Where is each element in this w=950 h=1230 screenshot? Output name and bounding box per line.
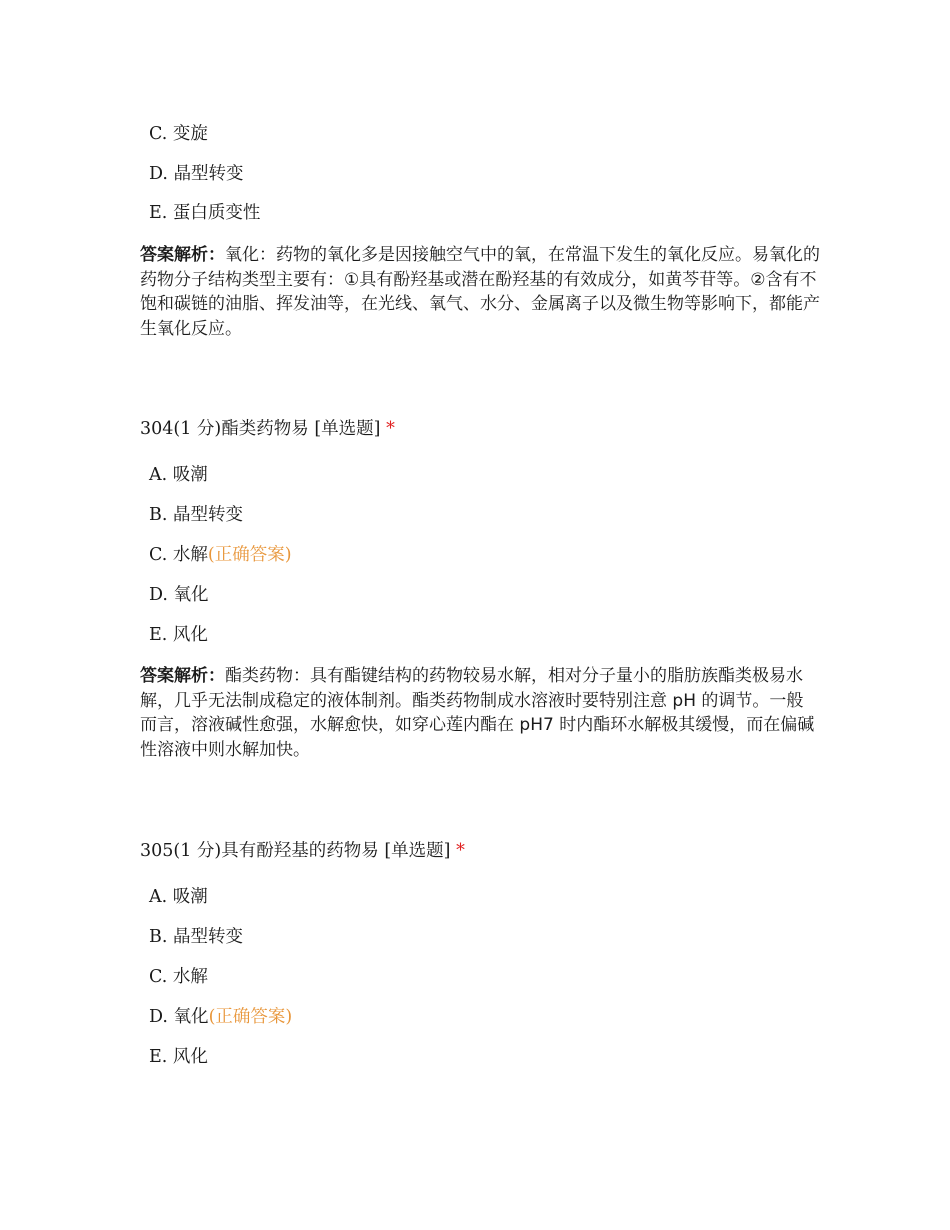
correct-answer-tag: (正确答案) xyxy=(207,545,292,565)
option-text: 变旋 xyxy=(172,124,208,144)
option-text: 蛋白质变性 xyxy=(172,203,261,223)
option-letter: B. xyxy=(149,505,168,525)
option-d[interactable] xyxy=(149,584,209,606)
option-c xyxy=(149,123,208,145)
correct-answer-tag: (正确答案) xyxy=(208,1007,293,1027)
option-letter: D. xyxy=(149,585,168,605)
option-e xyxy=(149,202,260,224)
analysis-label: 答案解析： xyxy=(140,245,225,265)
answer-analysis xyxy=(140,664,820,762)
option-a[interactable] xyxy=(149,464,208,486)
required-mark: * xyxy=(456,841,465,861)
option-text: 水解 xyxy=(172,545,208,565)
analysis-label: 答案解析： xyxy=(140,666,225,686)
option-letter: B. xyxy=(149,927,168,947)
option-text: 氧化 xyxy=(173,1007,209,1027)
option-text: 吸潮 xyxy=(172,887,208,907)
option-a[interactable] xyxy=(149,886,208,908)
analysis-text: 氧化：药物的氧化多是因接触空气中的氧，在常温下发生的氧化反应。易氧化的药物分子结构类型主要有：①具有酚羟基或潜在酚羟基的有效成分，如黄芩苷等。②含有不饱和碳链的油脂、挥发油等，在光线、氧气、水分、金属离子以及微生物等影响下，都能产生氧化反应。 xyxy=(140,245,820,339)
option-text: 晶型转变 xyxy=(173,505,244,525)
option-d[interactable] xyxy=(149,1006,292,1028)
option-e[interactable] xyxy=(149,1046,208,1068)
question-title-text: 305(1 分)具有酚羟基的药物易 [单选题] xyxy=(140,841,451,861)
option-d xyxy=(149,163,244,185)
option-letter: E. xyxy=(149,625,168,645)
option-letter: E. xyxy=(149,203,168,223)
option-letter: C. xyxy=(149,124,168,144)
option-e[interactable] xyxy=(149,624,208,646)
question-title-305 xyxy=(140,840,465,862)
option-c[interactable] xyxy=(149,966,208,988)
option-letter: D. xyxy=(149,1007,168,1027)
option-letter: D. xyxy=(149,164,168,184)
required-mark: * xyxy=(386,419,395,439)
question-title-304 xyxy=(140,418,395,440)
option-letter: A. xyxy=(149,887,168,907)
option-b[interactable] xyxy=(149,504,243,526)
option-letter: E. xyxy=(149,1047,168,1067)
option-text: 吸潮 xyxy=(172,465,208,485)
option-text: 晶型转变 xyxy=(173,927,244,947)
answer-analysis xyxy=(140,243,820,341)
option-c[interactable] xyxy=(149,544,292,566)
option-letter: C. xyxy=(149,545,168,565)
option-letter: C. xyxy=(149,967,168,987)
option-text: 风化 xyxy=(172,625,208,645)
option-text: 风化 xyxy=(172,1047,208,1067)
analysis-text: 酯类药物：具有酯键结构的药物较易水解，相对分子量小的脂肪族酯类极易水解，几乎无法制成稳定的液体制剂。酯类药物制成水溶液时要特别注意 pH 的调节。一般而言，溶液碱性愈强，水解愈快，如穿心莲内酯在 pH7 时内酯环水解极其缓慢，而在偏碱性溶液中则水解加快。 xyxy=(140,666,815,760)
option-text: 氧化 xyxy=(173,585,209,605)
option-text: 晶型转变 xyxy=(173,164,244,184)
option-b[interactable] xyxy=(149,926,243,948)
option-text: 水解 xyxy=(172,967,208,987)
option-letter: A. xyxy=(149,465,168,485)
question-title-text: 304(1 分)酯类药物易 [单选题] xyxy=(140,419,381,439)
